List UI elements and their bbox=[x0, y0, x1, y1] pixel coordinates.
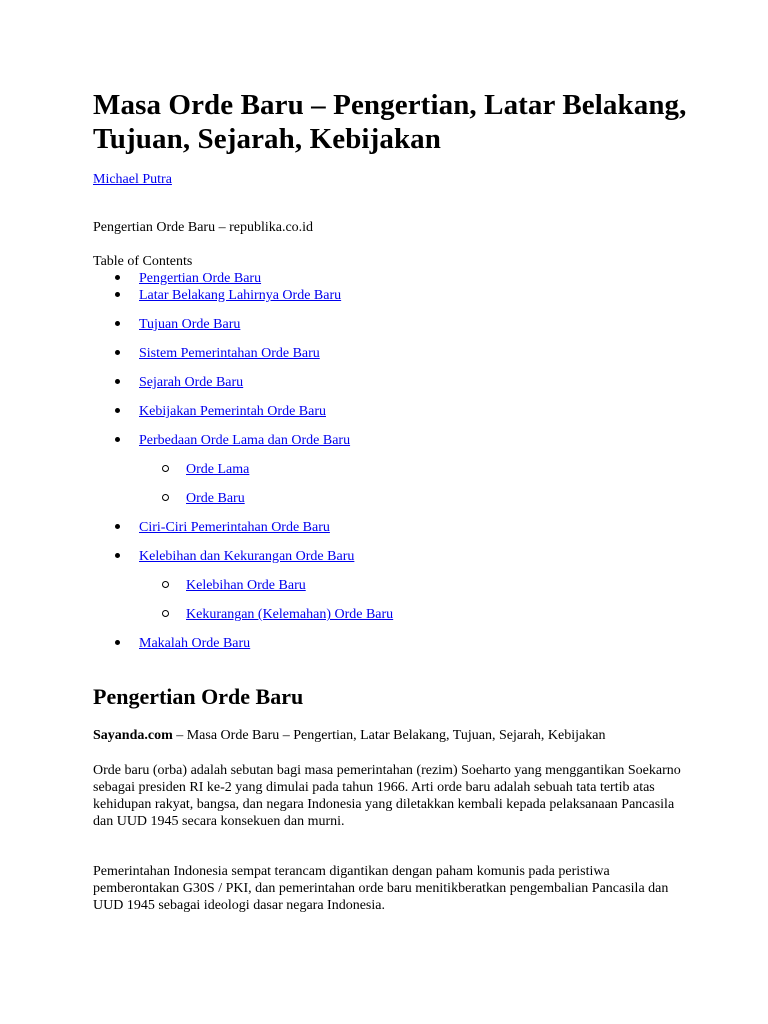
section-heading: Pengertian Orde Baru bbox=[93, 684, 304, 709]
toc-item bbox=[93, 270, 693, 287]
toc-link[interactable]: Pengertian Orde Baru bbox=[139, 271, 262, 286]
toc-link[interactable]: Perbedaan Orde Lama dan Orde Baru bbox=[139, 433, 351, 448]
toc-link[interactable]: Latar Belakang Lahirnya Orde Baru bbox=[139, 288, 342, 303]
toc-subitem bbox=[93, 490, 693, 507]
disc-bullet-icon bbox=[115, 640, 120, 645]
toc-item bbox=[93, 548, 693, 565]
article bbox=[93, 88, 693, 652]
circle-bullet-icon bbox=[162, 465, 169, 472]
toc-item bbox=[93, 316, 693, 333]
disc-bullet-icon bbox=[115, 350, 120, 355]
toc-title: Table of Contents bbox=[93, 254, 193, 269]
source-site: Sayanda.com bbox=[93, 728, 173, 743]
disc-bullet-icon bbox=[115, 524, 120, 529]
image-caption: Pengertian Orde Baru – republika.co.id bbox=[93, 220, 314, 235]
circle-bullet-icon bbox=[162, 610, 169, 617]
disc-bullet-icon bbox=[115, 408, 120, 413]
toc-item bbox=[93, 635, 693, 652]
toc-link[interactable]: Orde Lama bbox=[186, 462, 250, 477]
disc-bullet-icon bbox=[115, 553, 120, 558]
toc-link[interactable]: Kekurangan (Kelemahan) Orde Baru bbox=[186, 607, 394, 622]
disc-bullet-icon bbox=[115, 292, 120, 297]
paragraph-1: Orde baru (orba) adalah sebutan bagi masa pemerintahan (rezim) Soeharto yang menggantikan Soekarno sebagai presiden RI ke-2 yang dimulai pada tahun 1966. Arti orde baru adalah sebuah tata tertib atas kehidupan rakyat, bangsa, dan negara Indonesia yang diletakkan kembali kepada pelaksanaan Pancasila dan UUD 1945 secara konsekuen dan murni. bbox=[93, 763, 681, 829]
toc-link[interactable]: Ciri-Ciri Pemerintahan Orde Baru bbox=[139, 520, 330, 535]
circle-bullet-icon bbox=[162, 581, 169, 588]
toc-link[interactable]: Kelebihan dan Kekurangan Orde Baru bbox=[139, 549, 355, 564]
toc-subitem bbox=[93, 461, 693, 478]
toc-link[interactable]: Sistem Pemerintahan Orde Baru bbox=[139, 346, 320, 361]
disc-bullet-icon bbox=[115, 275, 120, 280]
toc-subitem bbox=[93, 577, 693, 594]
table-of-contents bbox=[93, 270, 693, 652]
toc-item bbox=[93, 403, 693, 420]
toc-link[interactable]: Kelebihan Orde Baru bbox=[186, 578, 306, 593]
circle-bullet-icon bbox=[162, 494, 169, 501]
toc-link[interactable]: Sejarah Orde Baru bbox=[139, 375, 244, 390]
article-title: Masa Orde Baru – Pengertian, Latar Belakang, Tujuan, Sejarah, Kebijakan bbox=[93, 89, 687, 155]
toc-item bbox=[93, 374, 693, 391]
toc-link[interactable]: Tujuan Orde Baru bbox=[139, 317, 241, 332]
disc-bullet-icon bbox=[115, 321, 120, 326]
toc-item bbox=[93, 519, 693, 536]
author-link[interactable]: Michael Putra bbox=[93, 172, 172, 187]
toc-link[interactable]: Kebijakan Pemerintah Orde Baru bbox=[139, 404, 326, 419]
source-text: – Masa Orde Baru – Pengertian, Latar Belakang, Tujuan, Sejarah, Kebijakan bbox=[172, 728, 606, 743]
toc-subitem bbox=[93, 606, 693, 623]
toc-item bbox=[93, 345, 693, 362]
source-line bbox=[93, 727, 683, 744]
disc-bullet-icon bbox=[115, 379, 120, 384]
toc-item bbox=[93, 432, 693, 449]
toc-link[interactable]: Makalah Orde Baru bbox=[139, 636, 251, 651]
disc-bullet-icon bbox=[115, 437, 120, 442]
author-line bbox=[93, 171, 693, 188]
toc-item bbox=[93, 287, 693, 304]
toc-link[interactable]: Orde Baru bbox=[186, 491, 245, 506]
paragraph-2: Pemerintahan Indonesia sempat terancam digantikan dengan paham komunis pada peristiwa pemberontakan G30S / PKI, dan pemerintahan orde baru menitikberatkan pengembalian Pancasila dan UUD 1945 sebagai ideologi dasar negara Indonesia. bbox=[93, 864, 669, 913]
